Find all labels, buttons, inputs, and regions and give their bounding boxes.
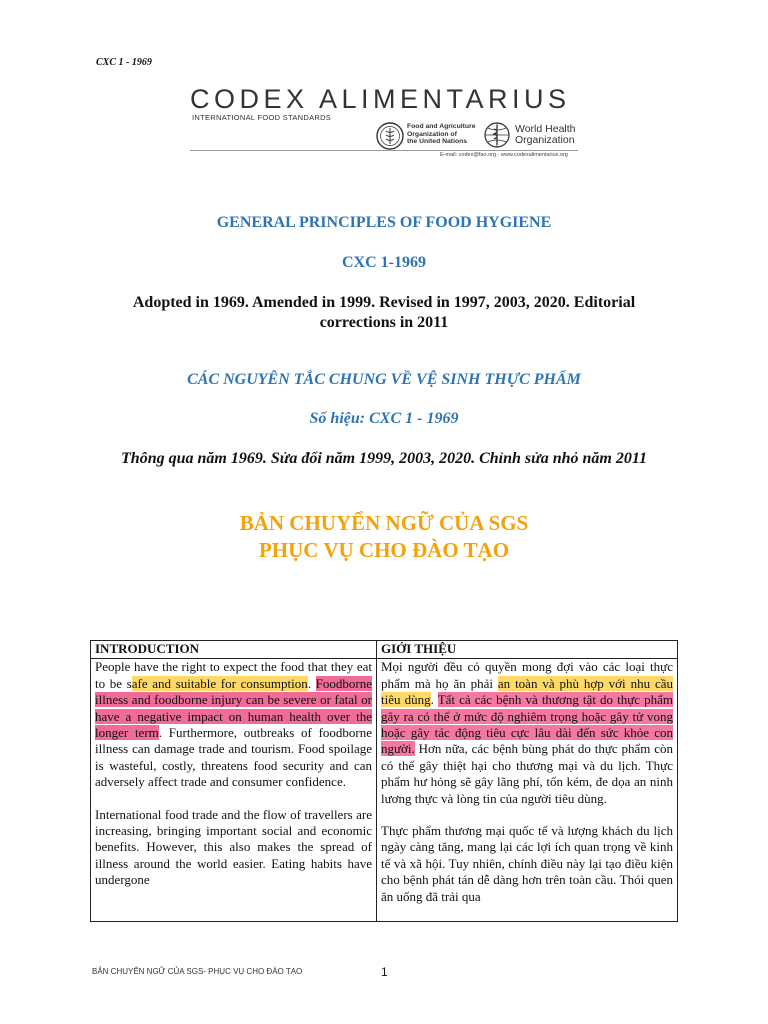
sgs-translation-banner <box>0 510 768 564</box>
paragraph-gap <box>95 791 372 807</box>
who-name <box>515 124 576 146</box>
highlight-pink: Tất cả các bệnh và thương tật do thực phẩm gây ra có thể ở mức độ nghiêm trọng hoặc gây tử vong hoặc gây tác động tiêu cực lâu dài đến sức khỏe con người. <box>381 692 673 757</box>
fao-line: the United Nations <box>407 138 468 146</box>
vietnamese-heading-text: GIỚI THIỆU <box>381 641 457 656</box>
footer-text: BẢN CHUYỂN NGỮ CỦA SGS- PHỤC VỤ CHO ĐÀO TẠO <box>92 967 303 976</box>
sgs-line: BẢN CHUYỂN NGỮ CỦA SGS <box>239 511 529 535</box>
english-adoption-note <box>0 293 768 333</box>
adoption-line: corrections in 2011 <box>319 314 449 331</box>
who-logo-icon <box>481 121 513 149</box>
header-divider <box>190 150 578 151</box>
page-number: 1 <box>381 965 388 979</box>
fao-line: Organization of <box>407 130 457 138</box>
vietnamese-column <box>377 659 678 922</box>
codex-subtitle: INTERNATIONAL FOOD STANDARDS <box>192 113 332 122</box>
text-span: . <box>307 675 316 691</box>
highlight-pink: Foodborne illness and foodborne injury can be severe or fatal or have a negative impact on human health over the longer term <box>95 675 372 741</box>
vietnamese-title: CÁC NGUYÊN TẮC CHUNG VỀ VỆ SINH THỰC PHẨM <box>187 371 581 388</box>
paragraph-gap <box>381 807 673 823</box>
english-paragraph-1 <box>95 659 372 790</box>
contact-info: E-mail: codex@fao.org - www.codexalimentarius.org <box>440 152 568 158</box>
document-code: CXC 1 - 1969 <box>96 57 152 68</box>
bilingual-table <box>90 640 678 922</box>
fao-line: Food and Agriculture <box>407 123 476 130</box>
english-column <box>91 659 377 922</box>
fao-name <box>407 123 475 146</box>
vietnamese-adoption-note: Thông qua năm 1969. Sửa đổi năm 1999, 2003, 2020. Chỉnh sửa nhỏ năm 2011 <box>121 450 647 467</box>
who-line: Organization <box>515 134 575 146</box>
text-span: . <box>430 692 438 708</box>
english-title: GENERAL PRINCIPLES OF FOOD HYGIENE <box>216 214 552 231</box>
text-span: . Furthermore, outbreaks of foodborne illness can damage trade and tourism. Food spoilage is wasteful, costly, threatens food security and can adversely affect trade and consumer confidence. <box>95 725 372 790</box>
english-column-heading <box>91 641 377 659</box>
english-code: CXC 1-1969 <box>342 254 426 271</box>
codex-title: CODEX ALIMENTARIUS <box>190 84 571 114</box>
vietnamese-code: Số hiệu: CXC 1 - 1969 <box>309 410 459 427</box>
highlight-yellow: afe and suitable for consumption <box>131 675 308 691</box>
text-span: People have the right to expect the food that they eat to be s <box>95 659 372 691</box>
adoption-line: Adopted in 1969. Amended in 1999. Revised in 1997, 2003, 2020. Editorial <box>132 294 636 311</box>
who-line: World Health <box>515 123 576 135</box>
english-paragraph-2: International food trade and the flow of travellers are increasing, bringing important social and economic benefits. However, this also makes the spread of illness around the world easier. Eating habits have undergone <box>95 806 372 888</box>
fao-logo-icon <box>376 122 404 150</box>
highlight-yellow: an toàn và phù hợp với nhu cầu tiêu dùng <box>381 675 673 708</box>
table-header-row <box>91 641 678 659</box>
text-span: Mọi người đều có quyền mong đợi vào các loại thực phẩm mà họ ăn phải <box>381 659 673 691</box>
vietnamese-paragraph-2: Thực phẩm thương mại quốc tế và lượng khách du lịch ngày càng tăng, mang lại các lợi ích quan trọng về kinh tế và xã hội. Tuy nhiên, chính điều này lại tạo điều kiện cho bệnh phát tán dễ dàng hơn trên toàn cầu. Thói quen ăn uống đã trải qua <box>381 823 673 904</box>
table-content-row <box>91 659 678 922</box>
english-heading-text: INTRODUCTION <box>95 641 200 656</box>
vietnamese-column-heading <box>377 641 678 659</box>
sgs-line: PHỤC VỤ CHO ĐÀO TẠO <box>258 538 510 562</box>
vietnamese-paragraph-1 <box>381 659 673 807</box>
text-span: Hơn nữa, các bệnh bùng phát do thực phẩm còn có thể gây thiệt hại cho thương mại và du lịch. Thực phẩm hư hỏng sẽ gây lãng phí, tốn kém, đe dọa an ninh lương thực và lòng tin của người tiêu dùng. <box>381 741 673 806</box>
